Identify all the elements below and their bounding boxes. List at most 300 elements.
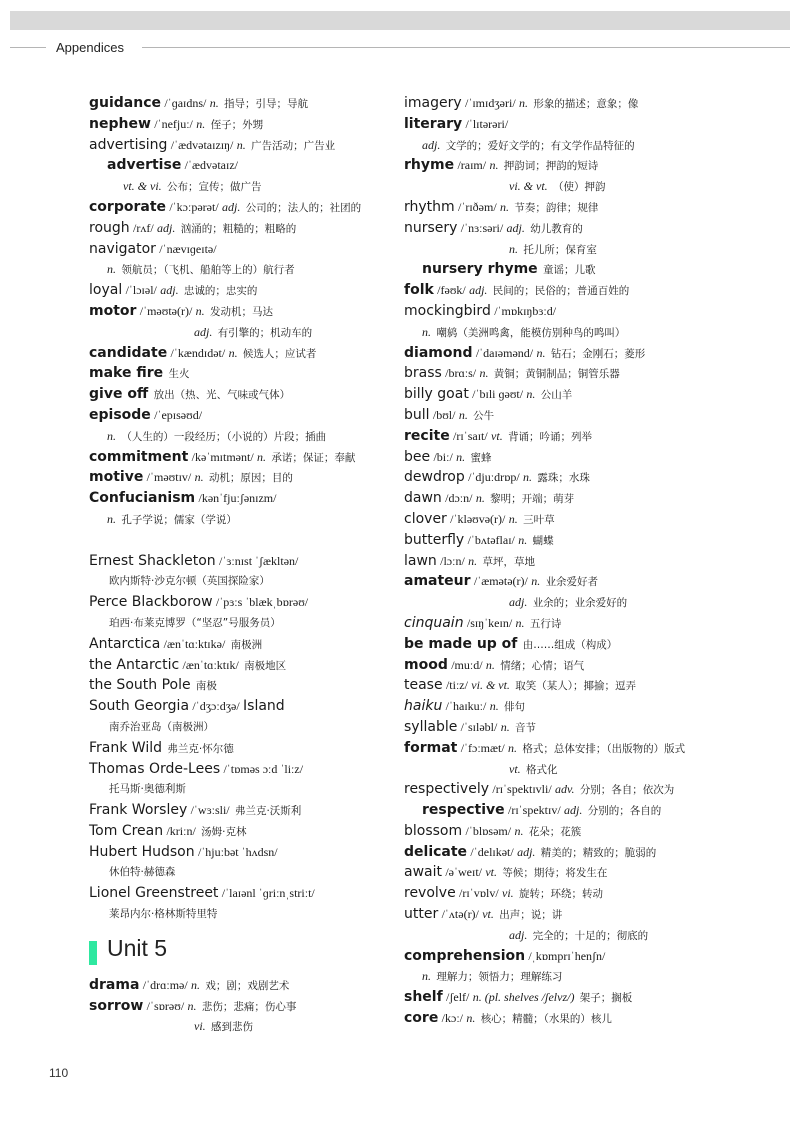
definition: 黄铜；黄铜制品；铜管乐器 (493, 368, 620, 381)
phonetic: /ˈæmətə(r)/ (473, 574, 528, 589)
headword: Confucianism (89, 490, 196, 507)
definition: 弗兰克·沃斯利 (234, 805, 302, 818)
glossary-entry (89, 696, 389, 717)
definition: 黎明；开端；萌芽 (490, 493, 575, 506)
part-of-speech: n. (531, 574, 541, 589)
definition: 架子；搁板 (579, 992, 633, 1005)
headword: South Georgia (89, 698, 190, 715)
phonetic: /ˈhaɪkuː/ (445, 699, 487, 714)
glossary-entry (404, 779, 794, 800)
phonetic: /fəʊk/ (437, 283, 466, 298)
definition: 莱昂内尔·格林斯特里特 (109, 908, 218, 921)
glossary-entry (404, 738, 794, 759)
definition: 公布；宣传；做广告 (167, 181, 262, 194)
part-of-speech: n. (500, 719, 510, 734)
part-of-speech: adj. (564, 803, 583, 818)
glossary-entry (404, 530, 794, 551)
definition: 嘲鸫（美洲鸣禽，能模仿别种鸟的鸣叫） (436, 326, 626, 339)
phonetic: /ænˈtɑːktɪk/ (182, 657, 239, 672)
part-of-speech: n. (526, 387, 536, 402)
glossary-entry (404, 488, 794, 509)
headword: core (404, 1010, 439, 1027)
glossary-entry (404, 197, 794, 218)
definition: 领航员；（飞机、船舶等上的）航行者 (121, 264, 295, 277)
definition: 南极洲 (230, 638, 263, 651)
part-of-speech: n. (468, 553, 478, 568)
definition: 戏；剧；戏剧艺术 (205, 979, 290, 992)
phonetic: /ˈməʊtɪv/ (146, 470, 192, 485)
headword: comprehension (404, 947, 526, 964)
entry-spacer (89, 530, 389, 551)
part-of-speech: n. (485, 657, 495, 672)
definition: 发动机；马达 (210, 305, 274, 318)
definition: 欧内斯特·沙克尔顿（英国探险家） (109, 575, 270, 588)
definition: 动机；原因；目的 (208, 472, 293, 485)
part-of-speech: n. (187, 998, 197, 1013)
phonetic: /ˈdʒɔːdʒə/ (192, 699, 240, 714)
part-of-speech: adj. (160, 283, 179, 298)
phonetic: /ˈkɔːpərət/ (169, 199, 219, 214)
phonetic: /əˈweɪt/ (445, 865, 482, 880)
headword: advertising (89, 136, 168, 153)
part-of-speech: n. (107, 262, 116, 277)
part-of-speech: adj. (422, 137, 441, 152)
phonetic: /kənˈfjuːʃənɪzm/ (198, 491, 277, 506)
definition: 侄子；外甥 (210, 118, 264, 131)
headword: lawn (404, 552, 437, 569)
phonetic: /kəˈmɪtmənt/ (191, 449, 254, 464)
phonetic: /ˈdaɪəmənd/ (475, 345, 534, 360)
definition: 等候；期待；将发生在 (502, 867, 608, 880)
glossary-entry (89, 259, 389, 280)
glossary-entry (89, 135, 389, 156)
part-of-speech: n. (pl. shelves /ʃelvz/) (472, 990, 575, 1005)
phonetic: /ænˈtɑːktɪkə/ (163, 636, 226, 651)
headword: Hubert Hudson (89, 843, 195, 860)
headword: literary (404, 115, 463, 132)
definition: 悲伤；悲痛；伤心事 (201, 1000, 297, 1013)
definition: 公山羊 (540, 389, 573, 402)
glossary-entry (404, 509, 794, 530)
definition: 出声；说；讲 (499, 909, 563, 922)
part-of-speech: vt. (485, 865, 498, 880)
glossary-entry (404, 218, 794, 239)
glossary-entry (404, 821, 794, 842)
glossary-entry (404, 800, 794, 821)
headword: commitment (89, 448, 189, 465)
phonetic: /ˈblɒsəm/ (465, 823, 512, 838)
headword: cinquain (404, 614, 464, 631)
glossary-list-right (404, 93, 794, 1029)
phonetic: /lɔːn/ (440, 553, 465, 568)
headword: Ernest Shackleton (89, 552, 216, 569)
headword: tease (404, 677, 443, 694)
glossary-entry (404, 176, 794, 197)
glossary-entry (89, 571, 389, 592)
headword: be made up of (404, 635, 518, 652)
glossary-entry (404, 447, 794, 468)
glossary-entry (89, 197, 389, 218)
glossary-entry (404, 426, 794, 447)
phonetic: /ˈpɜːs ˈblækˌbɒrəʊ/ (215, 595, 309, 610)
definition: （使）押韵 (553, 181, 606, 194)
part-of-speech: adj. (509, 595, 528, 610)
headword: loyal (89, 282, 123, 299)
definition: 形象的描述；意象；像 (533, 98, 639, 110)
phonetic: /ˈɪmɪdʒəri/ (465, 96, 516, 110)
phonetic: /ˈwɜːsli/ (190, 803, 230, 818)
phonetic: /ˈməʊtə(r)/ (139, 303, 193, 318)
phonetic: /muːd/ (451, 657, 483, 672)
headword: revolve (404, 885, 456, 902)
headword: Thomas Orde-Lees (89, 760, 221, 777)
definition: 花朵；花簇 (528, 825, 582, 838)
headword: Frank Wild (89, 739, 163, 756)
definition: 公司的；法人的；社团的 (245, 201, 362, 214)
headword: butterfly (404, 531, 465, 548)
glossary-entry (89, 779, 389, 800)
glossary-entry (404, 759, 794, 780)
part-of-speech: n. (479, 366, 489, 381)
headword: bull (404, 406, 430, 423)
definition: 指导；引导；导航 (224, 98, 309, 110)
glossary-entry (89, 343, 389, 364)
part-of-speech: n. (519, 96, 528, 110)
glossary-entry (404, 904, 794, 925)
part-of-speech: n. (195, 303, 205, 318)
definition: 取笑（某人）；揶揄；逗弄 (515, 680, 637, 693)
phonetic: /ˈmɒkɪŋbɜːd/ (494, 303, 557, 318)
phonetic: /ˈnævɪɡeɪtə/ (159, 241, 217, 256)
phonetic: /ˈlɪtərəri/ (465, 116, 509, 131)
part-of-speech: n. (236, 137, 246, 152)
glossary-entry (404, 925, 794, 946)
part-of-speech: adj. (506, 220, 525, 235)
top-band (10, 11, 790, 30)
definition: 音节 (515, 721, 537, 734)
phonetic: /rɪˈvɒlv/ (459, 886, 499, 901)
definition: 业余爱好者 (545, 576, 599, 589)
part-of-speech: adj. (157, 220, 176, 235)
part-of-speech: adj. (469, 283, 488, 298)
glossary-entry (404, 946, 794, 967)
part-of-speech: n. (475, 491, 485, 506)
glossary-entry (404, 155, 794, 176)
glossary-entry (404, 280, 794, 301)
headword: guidance (89, 95, 162, 111)
definition: 格式化 (526, 763, 558, 776)
part-of-speech: n. (536, 345, 546, 360)
glossary-entry (89, 239, 389, 260)
definition: 广告活动；广告业 (251, 139, 336, 152)
part-of-speech: n. (514, 823, 524, 838)
definition: 俳句 (504, 701, 526, 714)
definition: （人生的）一段经历；（小说的）片段；插曲 (121, 430, 327, 443)
phonetic: /ˈɜːnɪst ˈʃækltən/ (219, 553, 299, 568)
headword: haiku (404, 698, 443, 715)
definition: 草坪，草地 (482, 555, 535, 568)
glossary-entry (404, 987, 794, 1008)
glossary-entry (89, 176, 389, 197)
part-of-speech: n. (107, 511, 116, 526)
part-of-speech: n. (196, 116, 206, 131)
part-of-speech: n. (523, 470, 533, 485)
definition: 忠诚的；忠实的 (183, 285, 258, 298)
part-of-speech: vt. (509, 761, 521, 776)
glossary-entry (89, 1016, 389, 1037)
phonetic: /brɑːs/ (445, 366, 477, 381)
part-of-speech: vt. (491, 428, 503, 443)
definition: 情绪；心情；语气 (500, 659, 585, 672)
glossary-entry (89, 862, 389, 883)
definition: 公牛 (473, 409, 495, 422)
part-of-speech: n. (107, 428, 116, 443)
glossary-entry (404, 467, 794, 488)
phonetic: /ˈnɜːsəri/ (460, 220, 504, 235)
glossary-entry (404, 883, 794, 904)
headword: drama (89, 976, 140, 993)
phonetic: /tiːz/ (445, 678, 468, 693)
definition: 完全的；十足的；彻底的 (532, 929, 649, 942)
phonetic: /ˈbʌtəflaɪ/ (467, 532, 515, 547)
glossary-entry (404, 259, 794, 280)
definition: 珀西·布莱克博罗（“坚忍”号服务员） (109, 616, 281, 629)
part-of-speech: adj. (194, 324, 213, 339)
definition: 背诵；吟诵；列举 (508, 430, 593, 443)
definition: 三叶草 (523, 513, 555, 526)
definition: 童谣；儿歌 (543, 264, 596, 277)
headword: diamond (404, 344, 473, 361)
headword: Frank Worsley (89, 802, 188, 819)
glossary-entry (89, 655, 389, 676)
headword: syllable (404, 718, 458, 735)
definition: 押韵词；押韵的短诗 (503, 160, 599, 173)
definition: 休伯特·赫德森 (109, 866, 176, 879)
headword: motive (89, 469, 144, 486)
part-of-speech: adv. (555, 782, 575, 797)
part-of-speech: vt. & vi. (123, 179, 162, 194)
glossary-entry (404, 696, 794, 717)
part-of-speech: adj. (222, 199, 241, 214)
glossary-entry (404, 135, 794, 156)
phonetic: /ˈsɒrəʊ/ (146, 998, 185, 1013)
headword: rhythm (404, 198, 455, 215)
glossary-entry (404, 717, 794, 738)
headword: dewdrop (404, 469, 465, 486)
part-of-speech: vi. & vt. (471, 678, 510, 693)
glossary-entry (89, 322, 389, 343)
definition: 蝴蝶 (532, 534, 554, 547)
glossary-entry (89, 759, 389, 780)
phonetic: /ˈdrɑːmə/ (142, 977, 188, 992)
headword: brass (404, 365, 442, 382)
headword: shelf (404, 989, 443, 1006)
headword: navigator (89, 240, 156, 257)
part-of-speech: n. (422, 969, 431, 984)
glossary-entry (404, 301, 794, 322)
part-of-speech: n. (509, 241, 518, 256)
definition: 露珠；水珠 (537, 472, 590, 485)
part-of-speech: n. (458, 407, 468, 422)
glossary-entry (89, 975, 389, 996)
glossary-entry (89, 634, 389, 655)
headword: rhyme (404, 157, 455, 174)
glossary-entry (89, 280, 389, 301)
definition: 南极地区 (244, 659, 287, 672)
glossary-entry (404, 363, 794, 384)
glossary-entry (89, 384, 389, 405)
glossary-entry (89, 114, 389, 135)
part-of-speech: n. (508, 511, 518, 526)
glossary-entry (89, 509, 389, 530)
phonetic: /ˈlɔɪəl/ (125, 283, 157, 298)
headword: the Antarctic (89, 656, 180, 673)
headword: respective (422, 802, 505, 819)
glossary-entry (404, 842, 794, 863)
glossary-entry (89, 301, 389, 322)
definition: 汤姆·克林 (201, 825, 247, 838)
definition: 托马斯·奥德利斯 (109, 783, 186, 796)
phonetic: /kɔː/ (441, 1011, 463, 1026)
headword: billy goat (404, 386, 469, 403)
definition: 弗兰克·怀尔德 (167, 742, 234, 755)
part-of-speech: n. (515, 615, 525, 630)
headword: candidate (89, 344, 168, 361)
part-of-speech: n. (500, 199, 510, 214)
headword: recite (404, 427, 450, 444)
part-of-speech: n. (194, 470, 204, 485)
unit-heading (89, 933, 389, 975)
glossary-entry (404, 239, 794, 260)
glossary-entry (89, 447, 389, 468)
definition: 业余的；业余爱好的 (532, 597, 628, 610)
definition: 由……组成（构成） (522, 638, 618, 651)
part-of-speech: n. (191, 977, 201, 992)
headword: format (404, 739, 458, 756)
glossary-entry (89, 218, 389, 239)
headword: imagery (404, 95, 462, 111)
phonetic: /ˈtɒməs ɔːd ˈliːz/ (223, 761, 304, 776)
definition: 分别的；各自的 (587, 805, 662, 818)
definition: 生火 (168, 368, 190, 381)
part-of-speech: n. (456, 449, 466, 464)
glossary-entry (89, 738, 389, 759)
headword: give off (89, 386, 149, 403)
glossary-entry (404, 862, 794, 883)
headword: nephew (89, 115, 151, 132)
definition: 蜜蜂 (470, 451, 492, 464)
glossary-entry (89, 155, 389, 176)
glossary-entry (89, 821, 389, 842)
glossary-entry (404, 634, 794, 655)
phonetic: /rɪˈspektɪvli/ (492, 782, 552, 797)
definition: 格式；总体安排；（出版物的）版式 (522, 742, 686, 755)
headword: folk (404, 282, 434, 299)
phonetic: /ˈædvətaɪzɪŋ/ (170, 137, 234, 152)
part-of-speech: n. (228, 345, 238, 360)
part-of-speech: adj. (517, 844, 536, 859)
glossary-entry (404, 93, 794, 114)
glossary-entry (89, 488, 389, 509)
part-of-speech: n. (209, 96, 219, 110)
part-of-speech: n. (489, 699, 499, 714)
phonetic: /rʌf/ (133, 220, 154, 235)
definition: 节奏；韵律；规律 (514, 201, 599, 214)
glossary-entry (89, 717, 389, 738)
definition: 孔子学说；儒家（学说） (121, 513, 237, 526)
part-of-speech: n. (518, 532, 528, 547)
section-title: Appendices (56, 40, 124, 55)
phonetic: /ˈdelɪkət/ (470, 844, 514, 859)
glossary-entry (89, 842, 389, 863)
glossary-list-unit5 (89, 975, 389, 1037)
phonetic: /dɔːn/ (445, 491, 473, 506)
glossary-entry (89, 551, 389, 572)
phonetic: /ˈædvətaɪz/ (184, 158, 238, 173)
glossary-entry (404, 384, 794, 405)
phonetic: /ˈdjuːdrɒp/ (468, 470, 520, 485)
phonetic: /ˈkændɪdət/ (170, 345, 226, 360)
phonetic: /ˈkləʊvə(r)/ (450, 511, 506, 526)
part-of-speech: adj. (509, 927, 528, 942)
headword: corporate (89, 198, 166, 215)
definition: 文学的；爱好文学的；有文学作品特征的 (445, 139, 635, 152)
headword: advertise (107, 157, 182, 174)
phonetic: /bʊl/ (432, 407, 456, 422)
headword: mockingbird (404, 302, 491, 319)
headword: clover (404, 510, 447, 527)
phonetic: /biː/ (433, 449, 453, 464)
definition: 幼儿教育的 (530, 222, 583, 235)
headword: mood (404, 656, 448, 673)
headword: await (404, 864, 442, 881)
part-of-speech: vi. & vt. (509, 179, 548, 194)
phonetic: /ˈrɪðəm/ (458, 199, 497, 214)
definition: 候选人；应试者 (242, 347, 317, 360)
headword: Antarctica (89, 635, 161, 652)
definition: 汹涌的；粗糙的；粗略的 (180, 222, 297, 235)
glossary-entry (89, 592, 389, 613)
definition: 南乔治亚岛（南极洲） (109, 720, 214, 733)
definition: 南极 (195, 680, 217, 693)
glossary-entry (404, 405, 794, 426)
glossary-entry (404, 571, 794, 592)
phonetic: /rɪˈspektɪv/ (508, 803, 561, 818)
phonetic: /ˈlaɪənl ˈɡriːnˌstriːt/ (221, 886, 315, 901)
glossary-entry (404, 1008, 794, 1029)
definition: 放出（热、光、气味或气体） (153, 389, 291, 402)
definition: 分别；各自；依次为 (579, 784, 675, 797)
definition: 核心；精髓；（水果的）核儿 (480, 1013, 612, 1026)
definition: 精美的；精致的；脆弱的 (540, 846, 657, 859)
phonetic: /ˈepɪsəʊd/ (154, 407, 203, 422)
glossary-entry (404, 675, 794, 696)
definition: 民间的；民俗的；普通百姓的 (492, 285, 630, 298)
part-of-speech: n. (489, 158, 499, 173)
headword: make fire (89, 365, 164, 382)
part-of-speech: n. (257, 449, 267, 464)
glossary-entry (404, 592, 794, 613)
phonetic: /ˈbɪli ɡəʊt/ (472, 387, 524, 402)
headword-tail: Island (243, 698, 285, 715)
phonetic: /sɪŋˈkeɪn/ (466, 615, 513, 630)
glossary-entry (89, 904, 389, 925)
left-column (89, 93, 389, 1037)
glossary-entry (404, 343, 794, 364)
glossary-entry (89, 405, 389, 426)
phonetic: /ˈɡaɪdns/ (164, 96, 207, 110)
phonetic: /raɪm/ (457, 158, 487, 173)
